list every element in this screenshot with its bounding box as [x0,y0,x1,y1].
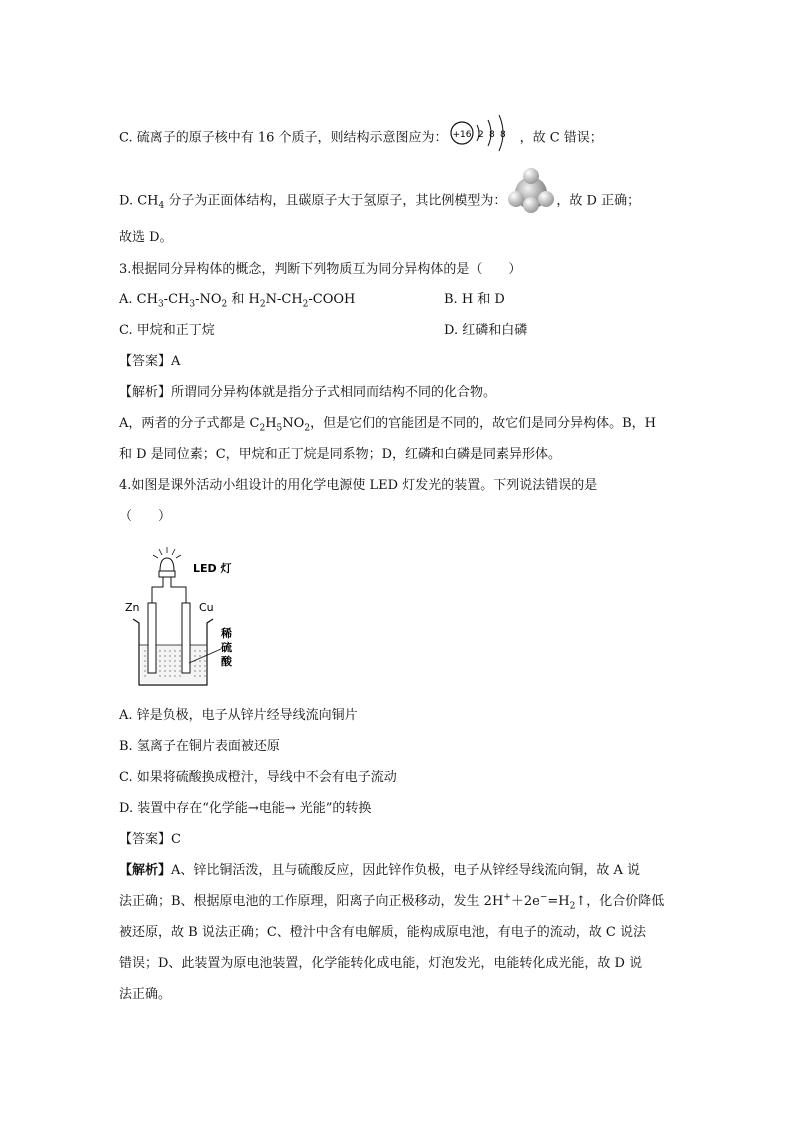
acid-label-3: 酸 [221,655,232,668]
q4-analysis-2: 法正确；B、根据原电池的工作原理，阳离子向正极移动，发生 $2H^++2e^-=H_2↑$，化合价降低 [119,892,665,912]
c-text-after: ，故 C 错误； [519,130,603,146]
acid-label-2: 硫 [221,641,232,654]
q3-stem: 3.根据同分异构体的概念，判断下列物质互为同分异构体的是（ ） [119,262,522,277]
q3-analysis-3: 和 D 是同位素；C，甲烷和正丁烷是同系物；D，红磷和白磷是同素异形体。 [119,447,562,462]
shell-2-count: 8 [488,130,495,140]
q3-analysis-2: A，两者的分子式都是 $C_2H_5NO_2$，但是它们的官能团是不同的，故它们是同分异构体。B，H [119,416,656,434]
q3-analysis-1: 【解析】所谓同分异构体就是指分子式相同而结构不同的化合物。 [119,385,497,400]
option-d-explanation [119,181,640,221]
zn-label: Zn [125,601,140,614]
c-text: C. 硫离子的原子核中有 16 个质子，则结构示意图应为： [119,130,448,146]
cu-label: Cu [199,601,214,614]
q4-option-d: D. 装置中存在“化学能→电能→ 光能”的转换 [119,801,372,816]
shell-3-count: 8 [499,130,506,140]
q4-analysis-3: 被还原，故 B 说法正确；C、橙汁中含有电解质，能构成原电池，有电子的流动，故 C 说法 [119,925,646,940]
q4-option-a: A. 锌是负极，电子从锌片经导线流向铜片 [119,708,358,723]
q3-option-d: D. 红磷和白磷 [444,323,528,338]
shell-1-count: 2 [477,130,484,140]
q4-analysis-1: 【解析】A、锌比铜活泼，且与硫酸反应，因此锌作负极，电子从锌经导线流向铜，故 A 说 [119,863,641,878]
d-text-2: 分子为正面体结构，且碳原子大于氢原子，其比例模型为： [164,193,507,209]
d-text-1: D. CH [119,193,159,209]
q4-option-c: C. 如果将硫酸换成橙汁，导线中不会有电子流动 [119,770,397,785]
nucleus-charge: +16 [452,130,472,140]
sulfide-ion-structure-diagram [448,117,520,159]
led-label: LED 灯 [193,562,232,575]
methane-ball-model [506,181,556,221]
q4-analysis-4: 错误；D、此装置为原电池装置，化学能转化成电能，灯泡发光，电能转化成光能，故 D 说 [119,956,643,971]
galvanic-cell-figure [119,545,249,697]
q3-option-c: C. 甲烷和正丁烷 [119,323,215,338]
q3-answer: 【答案】A [119,354,181,369]
q4-option-b: B. 氢离子在铜片表面被还原 [119,739,280,754]
q4-stem-2: （ ） [119,509,172,524]
d-sub: 4 [158,201,165,212]
d-text-after: ，故 D 正确； [556,193,641,209]
q3-option-a: A. $CH_3-CH_3-NO_2$ 和 $H_2N-CH_2$-COOH [119,292,356,310]
q4-stem-1: 4.如图是课外活动小组设计的用化学电源使 LED 灯发光的装置。下列说法错误的是 [119,478,598,493]
acid-label-1: 稀 [221,627,232,640]
option-c-explanation [119,117,603,159]
conclusion: 故选 D。 [119,230,173,245]
q3-option-b: B. H 和 D [444,292,505,307]
q4-analysis-5: 法正确。 [119,987,172,1002]
q4-answer: 【答案】C [119,832,181,847]
